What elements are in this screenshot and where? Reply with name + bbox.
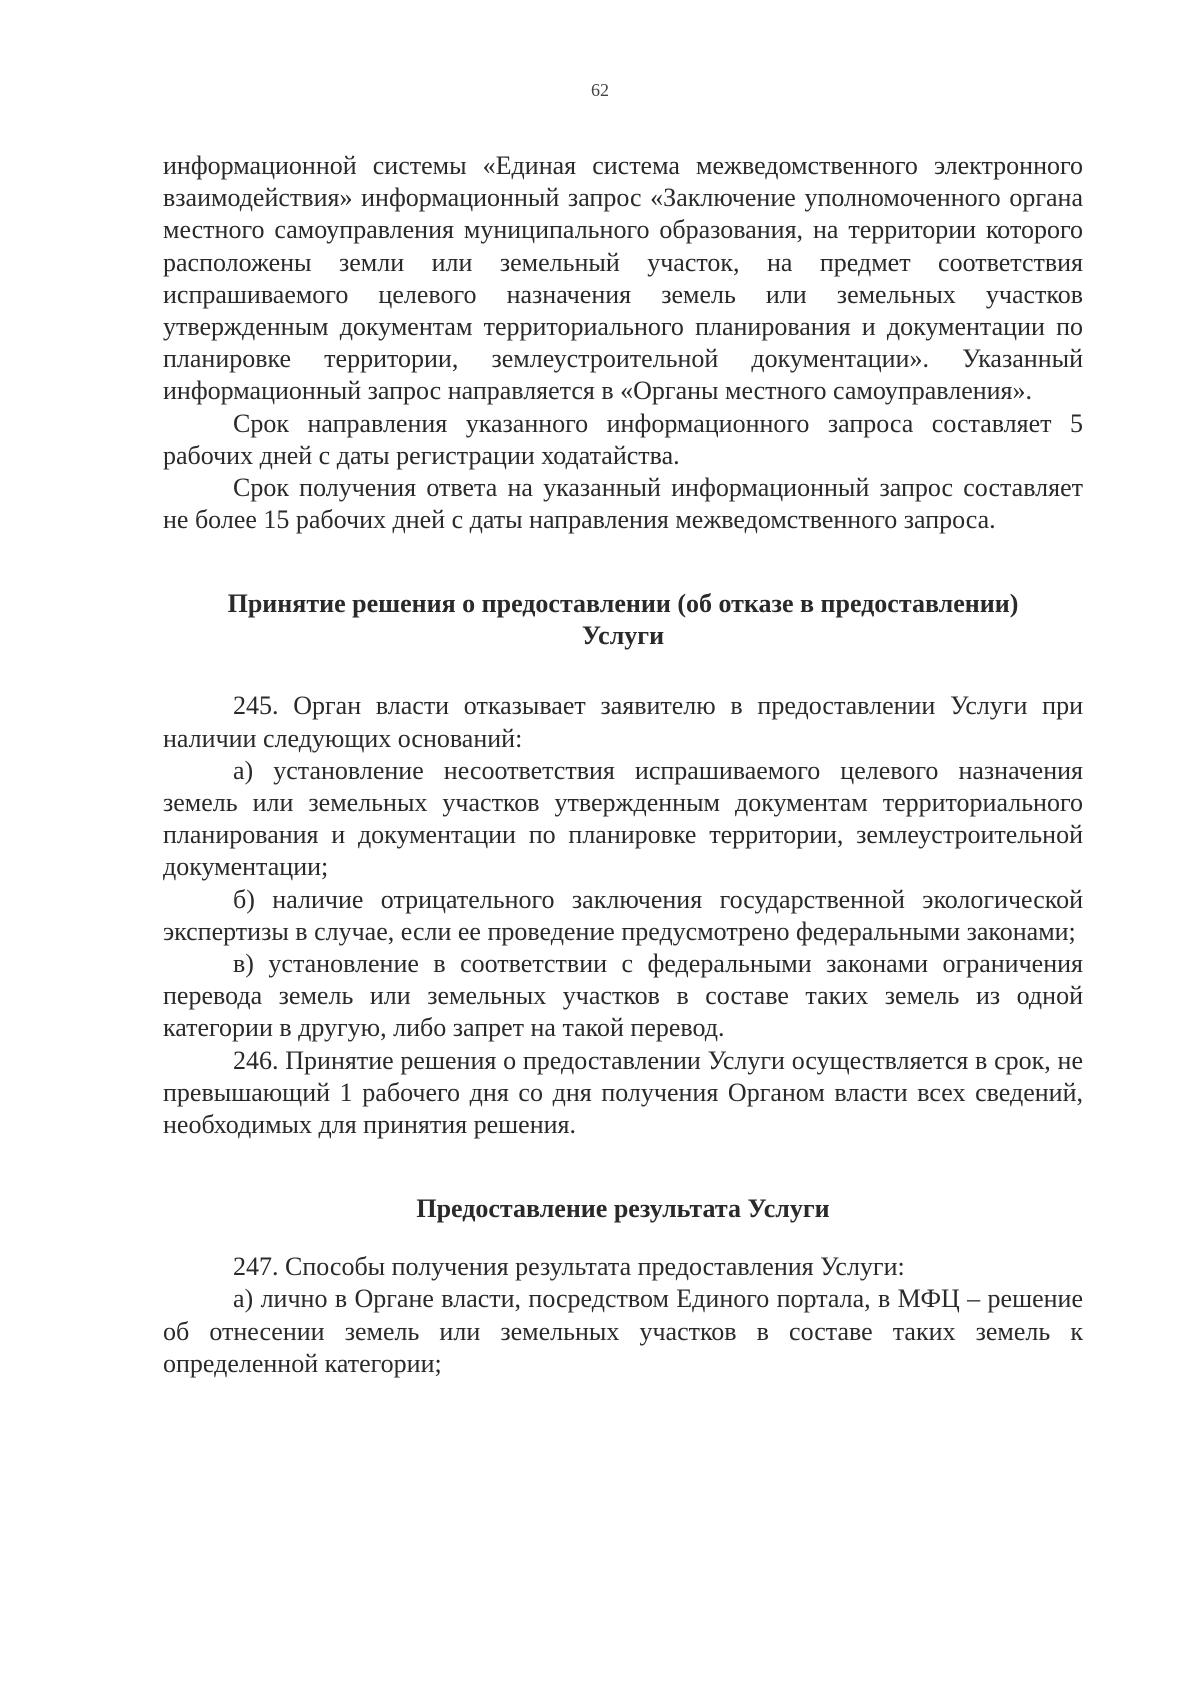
list-item-245-a: а) установление несоответствия испрашиваемого целевого назначения земель или земельных участков утвержденным документам территориального планирования и документации по планировке территории, землеустроительной документации; [163,755,1083,882]
section-heading-decision [163,588,1083,652]
paragraph-request-deadline: Срок направления указанного информационного запроса составляет 5 рабочих дней с даты регистрации ходатайства. [163,408,1083,470]
paragraph-245: 245. Орган власти отказывает заявителю в предоставлении Услуги при наличии следующих оснований: [163,691,1083,753]
list-item-245-c: в) установление в соответствии с федеральными законами ограничения перевода земель или земельных участков в составе таких земель из одной категории в другую, либо запрет на такой перевод. [163,949,1083,1043]
list-item-247-a: а) лично в Органе власти, посредством Единого портала, в МФЦ – решение об отнесении земель или земельных участков в составе таких земель к определенной категории; [163,1284,1083,1378]
section-heading-decision-line-1: Принятие решения о предоставлении (об отказе в предоставлении) [227,589,1019,619]
section-heading-decision-line-2: Услуги [581,621,665,651]
document-body [163,150,1083,1380]
list-item-245-b: б) наличие отрицательного заключения государственной экологической экспертизы в случае, если ее проведение предусмотрено федеральными законами; [163,884,1083,946]
paragraph-247: 247. Способы получения результата предоставления Услуги: [233,1252,905,1282]
section-heading-result: Предоставление результата Услуги [416,1194,830,1224]
paragraph-interagency-request: информационной системы «Единая система межведомственного электронного взаимодействия» информационный запрос «Заключение уполномоченного органа местного самоуправления муниципального образования, на территории которого расположены земли или земельный участок, на предмет соответствия испрашиваемого целевого назначения земель или земельных участков утвержденным документам территориального планирования и документации по планировке территории, землеустроительной документации». Указанный информационный запрос направляется в «Органы местного самоуправления». [163,151,1083,406]
paragraph-246: 246. Принятие решения о предоставлении Услуги осуществляется в срок, не превышающий 1 рабочего дня со дня получения Органом власти всех сведений, необходимых для принятия решения. [163,1045,1083,1140]
paragraph-response-deadline: Срок получения ответа на указанный информационный запрос составляет не более 15 рабочих дней с даты направления межведомственного запроса. [163,473,1083,535]
page-number: 62 [591,80,609,100]
